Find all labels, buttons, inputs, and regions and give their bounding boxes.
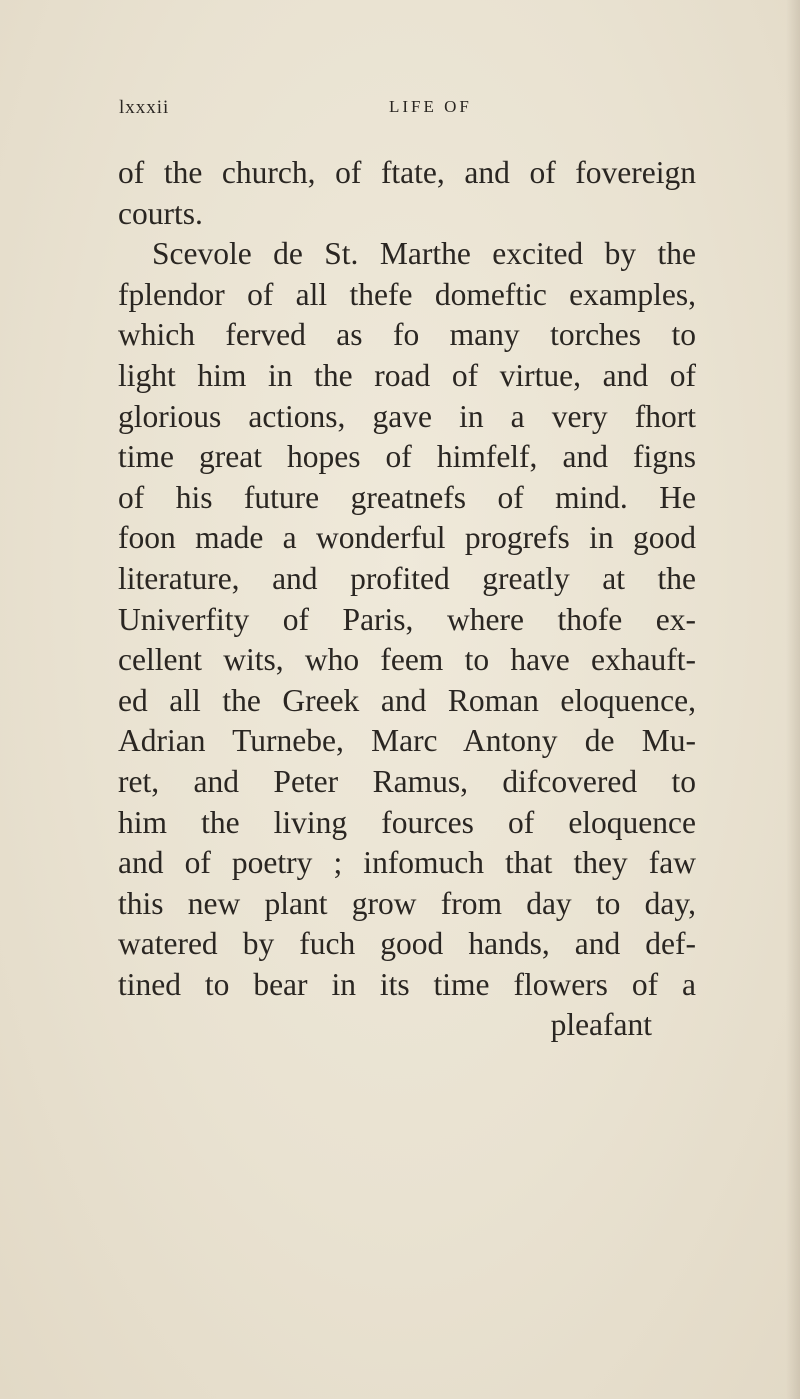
running-title: LIFE OF (389, 97, 472, 116)
text-line: of his future greatnefs of mind. He (118, 479, 696, 515)
page-edge-shadow (786, 0, 800, 1399)
page-header (119, 97, 679, 127)
text-line: literature, and profited greatly at the (118, 560, 696, 596)
text-line: light him in the road of virtue, and of (118, 357, 696, 393)
text-line: of the church, of ftate, and of fovereign (118, 155, 696, 190)
text-line: glorious actions, gave in a very fhort (118, 398, 696, 434)
text-line: Scevole de St. Marthe excited by the (152, 236, 696, 272)
text-line: fplendor of all thefe domeftic examples, (118, 276, 696, 312)
text-line: ed all the Greek and Roman eloquence, (118, 682, 696, 718)
text-line: and of poetry ; infomuch that they faw (118, 845, 696, 881)
text-line: Univerfity of Paris, where thofe ex- (118, 601, 696, 637)
text-line: courts. (118, 195, 203, 231)
text-line: which ferved as fo many torches to (118, 317, 696, 353)
page-number: lxxxii (119, 97, 170, 118)
text-line: Adrian Turnebe, Marc Antony de Mu- (118, 723, 696, 759)
text-line: time great hopes of himfelf, and figns (118, 439, 696, 475)
catchword: pleafant (550, 1007, 652, 1043)
text-line: cellent wits, who feem to have exhauft- (118, 642, 696, 678)
text-line: watered by fuch good hands, and def- (118, 926, 696, 962)
body-text (118, 153, 696, 1046)
text-line: tined to bear in its time flowers of a (118, 966, 696, 1002)
text-line: this new plant grow from day to day, (118, 885, 696, 921)
text-line: foon made a wonderful progrefs in good (118, 520, 696, 556)
text-line: ret, and Peter Ramus, difcovered to (118, 763, 696, 799)
text-line: him the living fources of eloquence (118, 804, 696, 840)
